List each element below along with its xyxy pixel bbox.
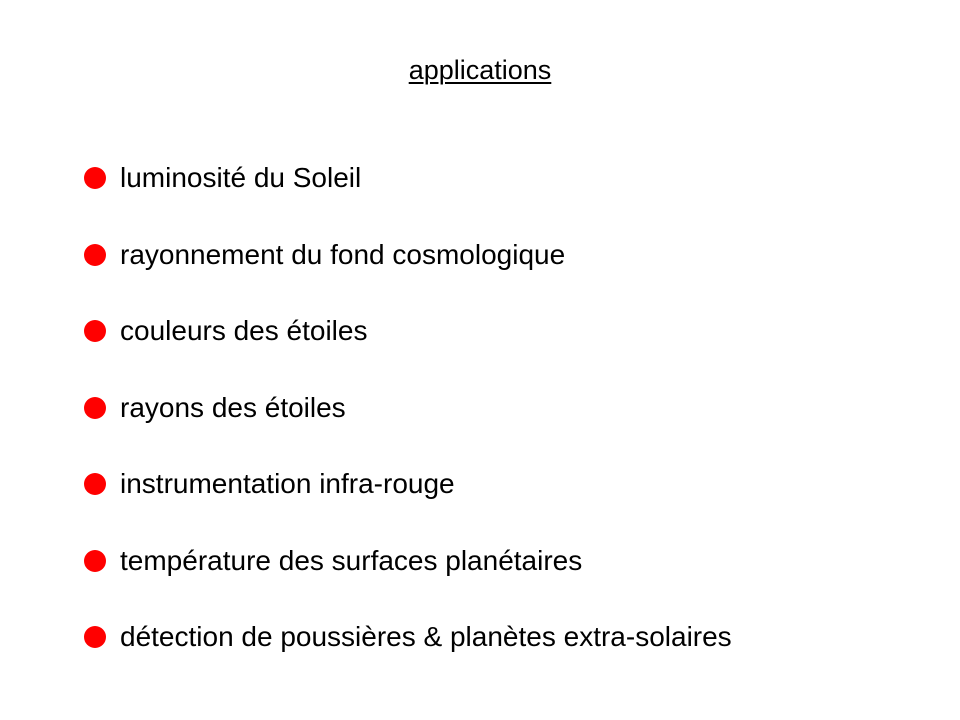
slide-title: applications bbox=[408, 55, 552, 85]
bullet-list bbox=[84, 152, 732, 688]
list-item bbox=[84, 305, 732, 357]
list-item-text: luminosité du Soleil bbox=[120, 162, 362, 193]
list-item bbox=[84, 382, 732, 434]
list-item-text: rayonnement du fond cosmologique bbox=[120, 238, 566, 270]
list-item-text: température des surfaces planétaires bbox=[120, 544, 583, 576]
bullet-dot-icon bbox=[84, 320, 106, 342]
bullet-dot-icon bbox=[84, 244, 106, 266]
bullet-dot-icon bbox=[84, 473, 106, 495]
list-item-text: rayons des étoiles bbox=[120, 391, 346, 423]
list-item bbox=[84, 458, 732, 510]
list-item bbox=[84, 535, 732, 587]
list-item-text: instrumentation infra-rouge bbox=[120, 468, 455, 499]
list-item bbox=[84, 152, 732, 204]
list-item bbox=[84, 229, 732, 281]
list-item-text: couleurs des étoiles bbox=[120, 315, 368, 346]
bullet-dot-icon bbox=[84, 397, 106, 419]
list-item bbox=[84, 611, 732, 663]
bullet-dot-icon bbox=[84, 626, 106, 648]
list-item-text: détection de poussières & planètes extra-solaires bbox=[120, 621, 732, 652]
bullet-dot-icon bbox=[84, 167, 106, 189]
bullet-dot-icon bbox=[84, 550, 106, 572]
